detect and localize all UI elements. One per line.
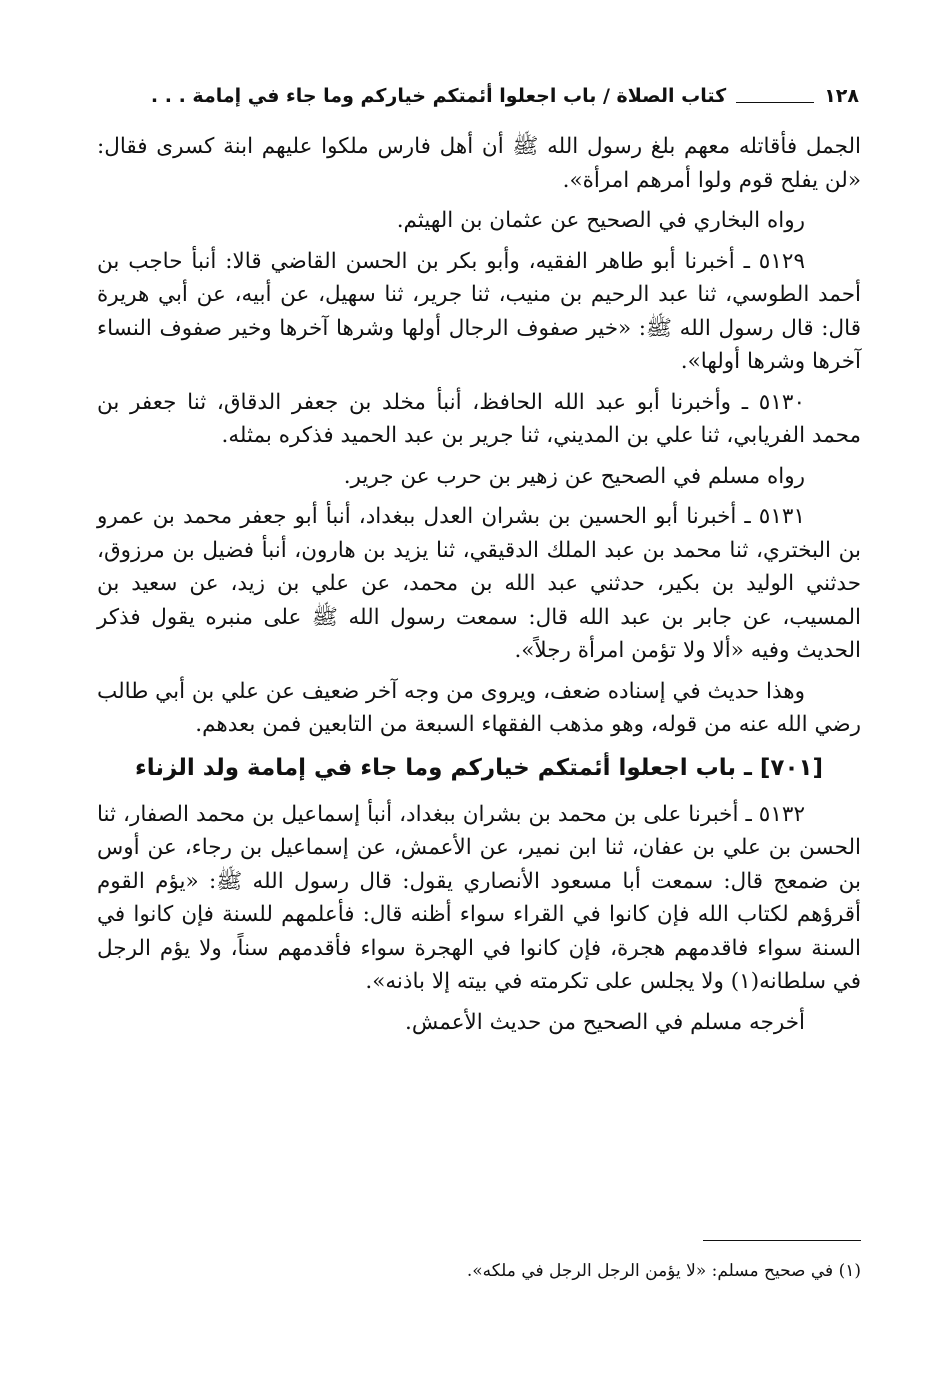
- paragraph: رواه مسلم في الصحيح عن زهير بن حرب عن جرير.: [343, 463, 805, 489]
- hadith-paragraph: ٥١٣٢ ـ أخبرنا على بن محمد بن بشران ببغداد، أنبأ إسماعيل بن محمد الصفار، ثنا الحسن بن علي بن عفان، ثنا ابن نمير، عن الأعمش، عن إسماعيل بن رجاء، عن أوس بن ضمعج قال: سمعت أبا مسعود الأنصاري يقول: قال رسول الله ﷺ: «يؤم القوم أقرؤهم لكتاب الله فإن كانوا في القراء سواء أظنه قال: فأعلمهم للسنة فإن كانوا في السنة سواء فاقدمهم هجرة، فإن كانوا في الهجرة سواء فأقدمهم سناً، ولا يؤم الرجل في سلطانه(١) ولا يجلس على تكرمته في بيته إلا باذنه».: [97, 801, 861, 994]
- paragraph: رواه البخاري في الصحيح عن عثمان بن الهيثم.: [396, 208, 805, 233]
- header-rule: [736, 102, 814, 103]
- hadith-paragraph: ٥١٣١ ـ أخبرنا أبو الحسين بن بشران العدل ببغداد، أنبأ أبو جعفر محمد بن عمرو بن البختري، ثنا محمد بن عبد الملك الدقيقي، ثنا يزيد بن هارون، أنبأ فضيل بن مرزوق، حدثني الوليد بن بكير، حدثني عبد الله بن محمد، عن علي بن زيد، عن سعيد بن المسيب، عن جابر بن عبد الله قال: سمعت رسول الله ﷺ على منبره يقول فذكر الحديث وفيه «ألا ولا تؤمن امرأة رجلاً».: [97, 504, 861, 663]
- main-text: [97, 130, 861, 1046]
- header-title: كتاب الصلاة / باب اجعلوا أئمتكم خياركم وما جاء في إمامة . . .: [150, 85, 727, 107]
- page-number: ١٢٨: [824, 85, 859, 107]
- hadith-paragraph: ٥١٣٠ ـ وأخبرنا أبو عبد الله الحافظ، أنبأ مخلد بن جعفر الدقاق، ثنا جعفر بن محمد الفريابي، ثنا علي بن المديني، ثنا جرير بن عبد الحميد فذكره بمثله.: [97, 389, 861, 448]
- footnote-divider: [703, 1240, 861, 1241]
- hadith-paragraph: ٥١٢٩ ـ أخبرنا أبو طاهر الفقيه، وأبو بكر بن الحسن القاضي قالا: أنبأ حاجب بن أحمد الطوسي، ثنا عبد الرحيم بن منيب، ثنا جرير، ثنا سهيل، عن أبيه، عن أبي هريرة قال: قال رسول الله ﷺ: «خير صفوف الرجال أولها وشرها آخرها وخير صفوف النساء آخرها وشرها أولها».: [97, 248, 861, 374]
- footnote: (١) في صحيح مسلم: «لا يؤمن الرجل الرجل في ملكه».: [466, 1261, 861, 1281]
- running-header: [89, 78, 859, 114]
- paragraph: أخرجه مسلم في الصحيح من حديث الأعمش.: [405, 1009, 805, 1035]
- paragraph: الجمل فأقاتله معهم بلغ رسول الله ﷺ أن أهل فارس ملكوا عليهم ابنة كسرى فقال: «لن يفلح قوم ولوا أمرهم امرأة».: [97, 134, 861, 193]
- paragraph: وهذا حديث في إسناده ضعف، ويروى من وجه آخر ضعيف عن علي بن أبي طالب رضي الله عنه من قوله، وهو مذهب الفقهاء السبعة من التابعين فمن بعدهم.: [97, 678, 861, 737]
- section-heading: [٧٠١] ـ باب اجعلوا أئمتكم خياركم وما جاء في إمامة ولد الزناء: [134, 754, 824, 781]
